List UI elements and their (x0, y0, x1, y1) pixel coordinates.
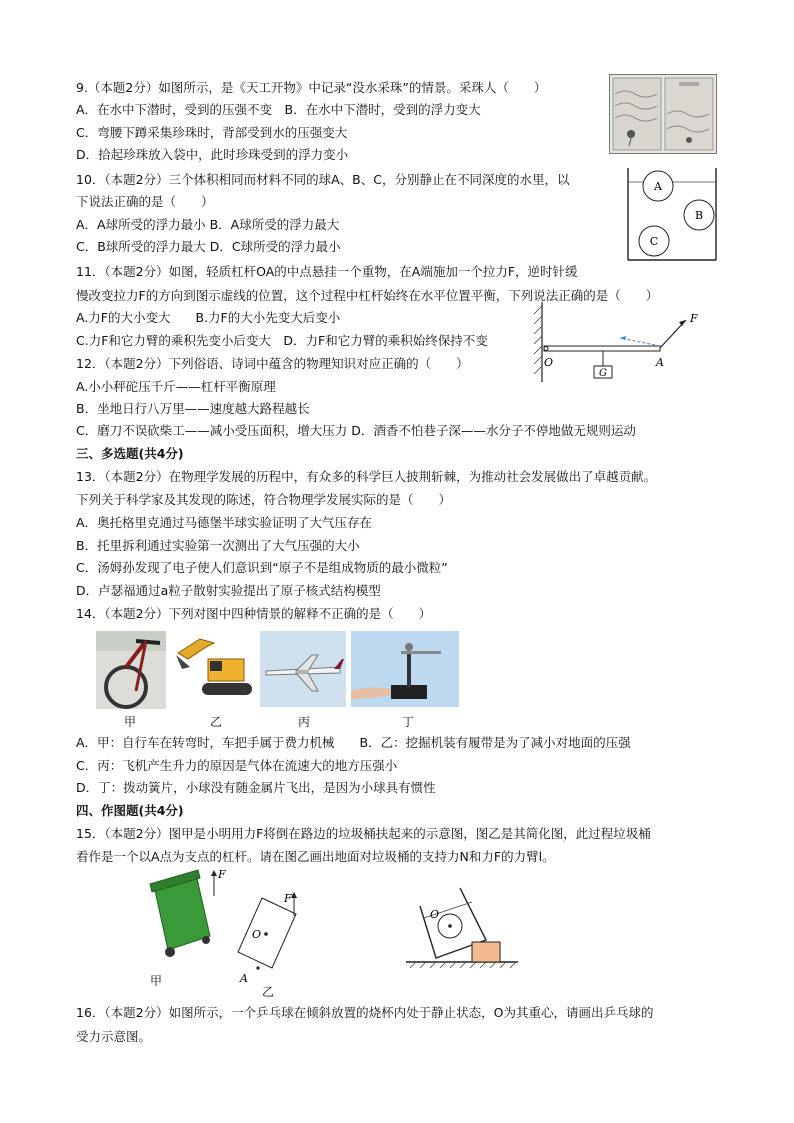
ball-o-label: O (430, 908, 440, 921)
diagram-a-label: A (240, 972, 248, 985)
q11-option-cd: C.力F和它力臂的乘积先变小后变大 D．力F和它力臂的乘积始终保持不变 (76, 333, 488, 348)
q14-inertia-demo-photo (351, 631, 459, 707)
q16-beaker-ping-pong-diagram (402, 880, 522, 968)
q15-trash-can-figure (134, 866, 230, 962)
q9-stem: 9.（本题2分）如图所示，是《天工开物》中记录“没水采珠”的情景。采珠人（ ） (76, 80, 547, 95)
diagram-f-label: F (284, 892, 292, 905)
q14-option-c: C．丙：飞机产生升力的原因是气体在流速大的地方压强小 (76, 758, 398, 773)
q15-stem-cont: 看作是一个以A点为支点的杠杆。请在图乙画出地面对垃圾桶的支持力N和力F的力臂l。 (76, 849, 555, 864)
ball-b-label: B (694, 209, 704, 222)
q9-option-d: D．拾起珍珠放入袋中，此时珍珠受到的浮力变小 (76, 147, 349, 162)
q13-option-d: D．卢瑟福通过a粒子散射实验提出了原子核式结构模型 (76, 583, 381, 598)
q14-caption-jia: 甲 (124, 715, 137, 729)
weight-g-label: G (599, 368, 607, 379)
q9-option-c: C．弯腰下蹲采集珍珠时，背部受到水的压强变大 (76, 125, 348, 140)
q11-lever-diagram (528, 300, 718, 384)
q14-caption-yi: 乙 (210, 715, 223, 729)
q13-option-c: C．汤姆孙发现了电子使人们意识到“原子不是组成物质的最小微粒” (76, 560, 448, 575)
trash-f-label: F (218, 868, 226, 881)
q14-bicycle-photo (96, 631, 166, 709)
q12-stem: 12．（本题2分）下列俗语、诗词中蕴含的物理知识对应正确的（ ） (76, 356, 469, 371)
q10-option-cd: C．B球所受的浮力最大 D．C球所受的浮力最小 (76, 239, 341, 254)
q9-option-ab: A．在水中下潜时，受到的压强不变 B．在水中下潜时，受到的浮力变大 (76, 102, 481, 117)
q14-caption-ding: 丁 (402, 715, 415, 729)
q14-caption-bing: 丙 (298, 715, 311, 729)
q14-option-d: D．丁：拨动簧片，小球没有随金属片飞出，是因为小球具有惯性 (76, 780, 436, 795)
q13-stem: 13．（本题2分）在物理学发展的历程中，有众多的科学巨人披荆斩棘，为推动社会发展做出了卓越贡献。 (76, 469, 657, 484)
q14-airplane-photo (260, 631, 346, 707)
q11-option-ab: A.力F的大小变大 B.力F的大小先变大后变小 (76, 310, 341, 325)
q10-stem: 10．（本题2分）三个体积相同而材料不同的球A、B、C，分别静止在不同深度的水里，以 (76, 172, 570, 187)
q10-stem-cont: 下说法正确的是（ ） (76, 194, 214, 209)
q13-stem-cont: 下列关于科学家及其发现的陈述，符合物理学发展实际的是（ ） (76, 492, 452, 507)
q12-option-a: A.小小秤砣压千斤——杠杆平衡原理 (76, 379, 276, 394)
q15-caption-yi: 乙 (262, 985, 275, 999)
q16-stem-cont: 受力示意图。 (76, 1029, 152, 1044)
section-multiple-choice-title: 三、多选题(共4分) (76, 446, 184, 461)
q11-stem-cont: 慢改变拉力F的方向到图示虚线的位置，这个过程中杠杆始终在水平位置平衡，下列说法正确的是（ ） (76, 288, 659, 303)
q10-option-ab: A．A球所受的浮力最小 B．A球所受的浮力最大 (76, 217, 340, 232)
q12-option-cd: C．磨刀不误砍柴工——减小受压面积，增大压力 D．酒香不怕巷子深——水分子不停地做无规则运动 (76, 423, 636, 438)
section-drawing-title: 四、作图题(共4分) (76, 803, 184, 818)
q10-water-tank-diagram (624, 166, 720, 262)
q11-stem: 11．（本题2分）如图，轻质杠杆OA的中点悬挂一个重物，在A端施加一个拉力F，逆时针缓 (76, 264, 578, 279)
q15-stem: 15．（本题2分）图甲是小明用力F将倒在路边的垃圾桶扶起来的示意图，图乙是其简化图，此过程垃圾桶 (76, 826, 651, 841)
force-f-label: F (690, 312, 698, 325)
ball-a-label: A (654, 180, 662, 193)
q16-stem: 16．（本题2分）如图所示，一个乒乓球在倾斜放置的烧杯内处于静止状态，O为其重心，请画出乒乓球的 (76, 1005, 654, 1020)
q14-option-ab: A．甲：自行车在转弯时，车把手属于费力机械 B．乙：挖掘机装有履带是为了减小对地面的压强 (76, 735, 631, 750)
q15-simplified-diagram (236, 890, 312, 990)
q13-option-a: A．奥托格里克通过马德堡半球实验证明了大气压存在 (76, 515, 373, 530)
q14-excavator-photo (170, 633, 256, 703)
q13-option-b: B．托里拆利通过实验第一次测出了大气压强的大小 (76, 538, 360, 553)
q12-option-b: B．坐地日行八万里——速度越大路程越长 (76, 401, 310, 416)
lever-a-label: A (656, 356, 664, 369)
lever-o-label: O (544, 356, 554, 369)
q14-stem: 14．（本题2分）下列对图中四种情景的解释不正确的是（ ） (76, 606, 432, 621)
diagram-o-label: O (252, 928, 262, 941)
ball-c-label: C (649, 235, 659, 248)
q15-caption-jia: 甲 (150, 974, 163, 988)
q9-pearl-diving-illustration (609, 74, 717, 154)
